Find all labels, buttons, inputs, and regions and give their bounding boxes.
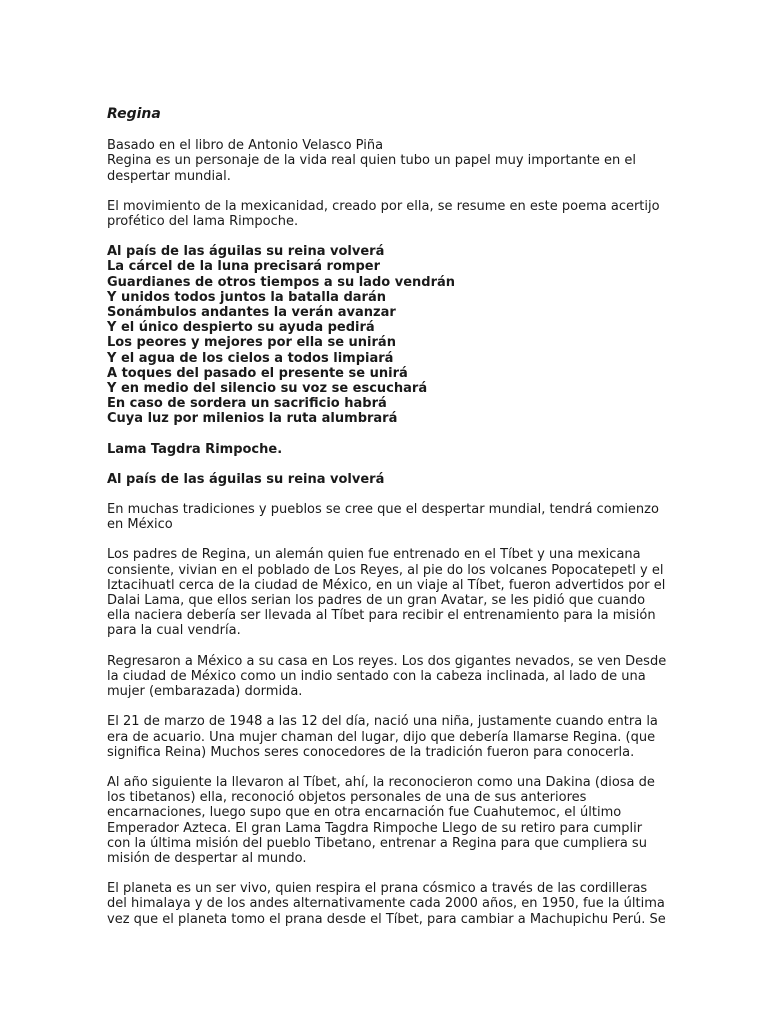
paragraph-text: Al año siguiente la llevaron al Tíbet, ahí, la reconocieron como una Dakina (diosa de los tibetanos) ella, reconoció objetos personales de una de sus anteriores encarnaciones, luego supo que en otra encarnación fue Cuahutemoc, el último Emperador Azteca. El gran Lama Tagdra Rimpoche Llego de su retiro para cumplir con la última misión del pueblo Tibetano, entrenar a Regina para que cumpliera su misión de despertar al mundo.: [107, 774, 655, 866]
poem-line: La cárcel de la luna precisará romper: [107, 259, 380, 275]
poem-line: Guardianes de otros tiempos a su lado vendrán: [107, 274, 456, 290]
body-paragraph: [107, 881, 667, 927]
document-title: Regina: [107, 106, 161, 122]
poem-line: Sonámbulos andantes la verán avanzar: [107, 305, 396, 321]
poem-line: Y el agua de los cielos a todos limpiará: [107, 350, 394, 366]
poem-line: A toques del pasado el presente se unirá: [107, 365, 408, 381]
body-paragraph: [107, 714, 667, 760]
body-paragraph: [107, 654, 667, 700]
document-page: [107, 107, 667, 942]
movement-text: El movimiento de la mexicanidad, creado por ella, se resume en este poema acertijo profético del lama Rimpoche.: [107, 198, 660, 230]
body-paragraph: [107, 775, 667, 866]
paragraph-text: Regresaron a México a su casa en Los reyes. Los dos gigantes nevados, se ven Desde la ciudad de México como un indio sentado con la cabeza inclinada, al lado de una mujer (embarazada) dormida.: [107, 653, 667, 700]
poem-line: En caso de sordera un sacrificio habrá: [107, 396, 387, 412]
poem-line: Cuya luz por milenios la ruta alumbrará: [107, 411, 398, 427]
intro-line: Basado en el libro de Antonio Velasco Piña: [107, 138, 384, 154]
intro-paragraph: [107, 138, 667, 184]
poem-line: Y el único despierto su ayuda pedirá: [107, 320, 375, 336]
body-paragraph: [107, 502, 667, 532]
poem-line: Los peores y mejores por ella se unirán: [107, 335, 396, 351]
poem-line: Y en medio del silencio su voz se escuchará: [107, 381, 428, 397]
poem: [107, 244, 667, 426]
body-paragraph: [107, 547, 667, 638]
intro-line: Regina es un personaje de la vida real quien tubo un papel muy importante en el despertar mundial.: [107, 153, 636, 184]
section-heading: Al país de las águilas su reina volverá: [107, 471, 385, 487]
poem-signature: Lama Tagdra Rimpoche.: [107, 441, 283, 457]
paragraph-text: El planeta es un ser vivo, quien respira el prana cósmico a través de las cordilleras del himalaya y de los andes alternativamente cada 2000 años, en 1950, fue la última vez que el planeta tomo el prana desde el Tíbet, para cambiar a Machupichu Perú. Se: [107, 881, 666, 927]
poem-line: Al país de las águilas su reina volverá: [107, 244, 385, 260]
paragraph-text: El 21 de marzo de 1948 a las 12 del día, nació una niña, justamente cuando entra la era de acuario. Una mujer chaman del lugar, dijo que debería llamarse Regina. (que significa Reina) Muchos seres conocedores de la tradición fueron para conocerla.: [107, 714, 658, 760]
movement-paragraph: [107, 199, 667, 229]
paragraph-text: En muchas tradiciones y pueblos se cree que el despertar mundial, tendrá comienzo en México: [107, 502, 659, 533]
poem-line: Y unidos todos juntos la batalla darán: [107, 289, 386, 305]
paragraph-text: Los padres de Regina, un alemán quien fue entrenado en el Tíbet y una mexicana consiente, vivian en el poblado de Los Reyes, al pie do los volcanes Popocatepetl y el Iztacihuatl cerca de la ciudad de México, en un viaje al Tíbet, fueron advertidos por el Dalai Lama, que ellos serian los padres de un gran Avatar, se les pidió que cuando ella naciera debería ser llevada al Tíbet para recibir el entrenamiento para la misión para la cual vendría.: [107, 547, 666, 639]
